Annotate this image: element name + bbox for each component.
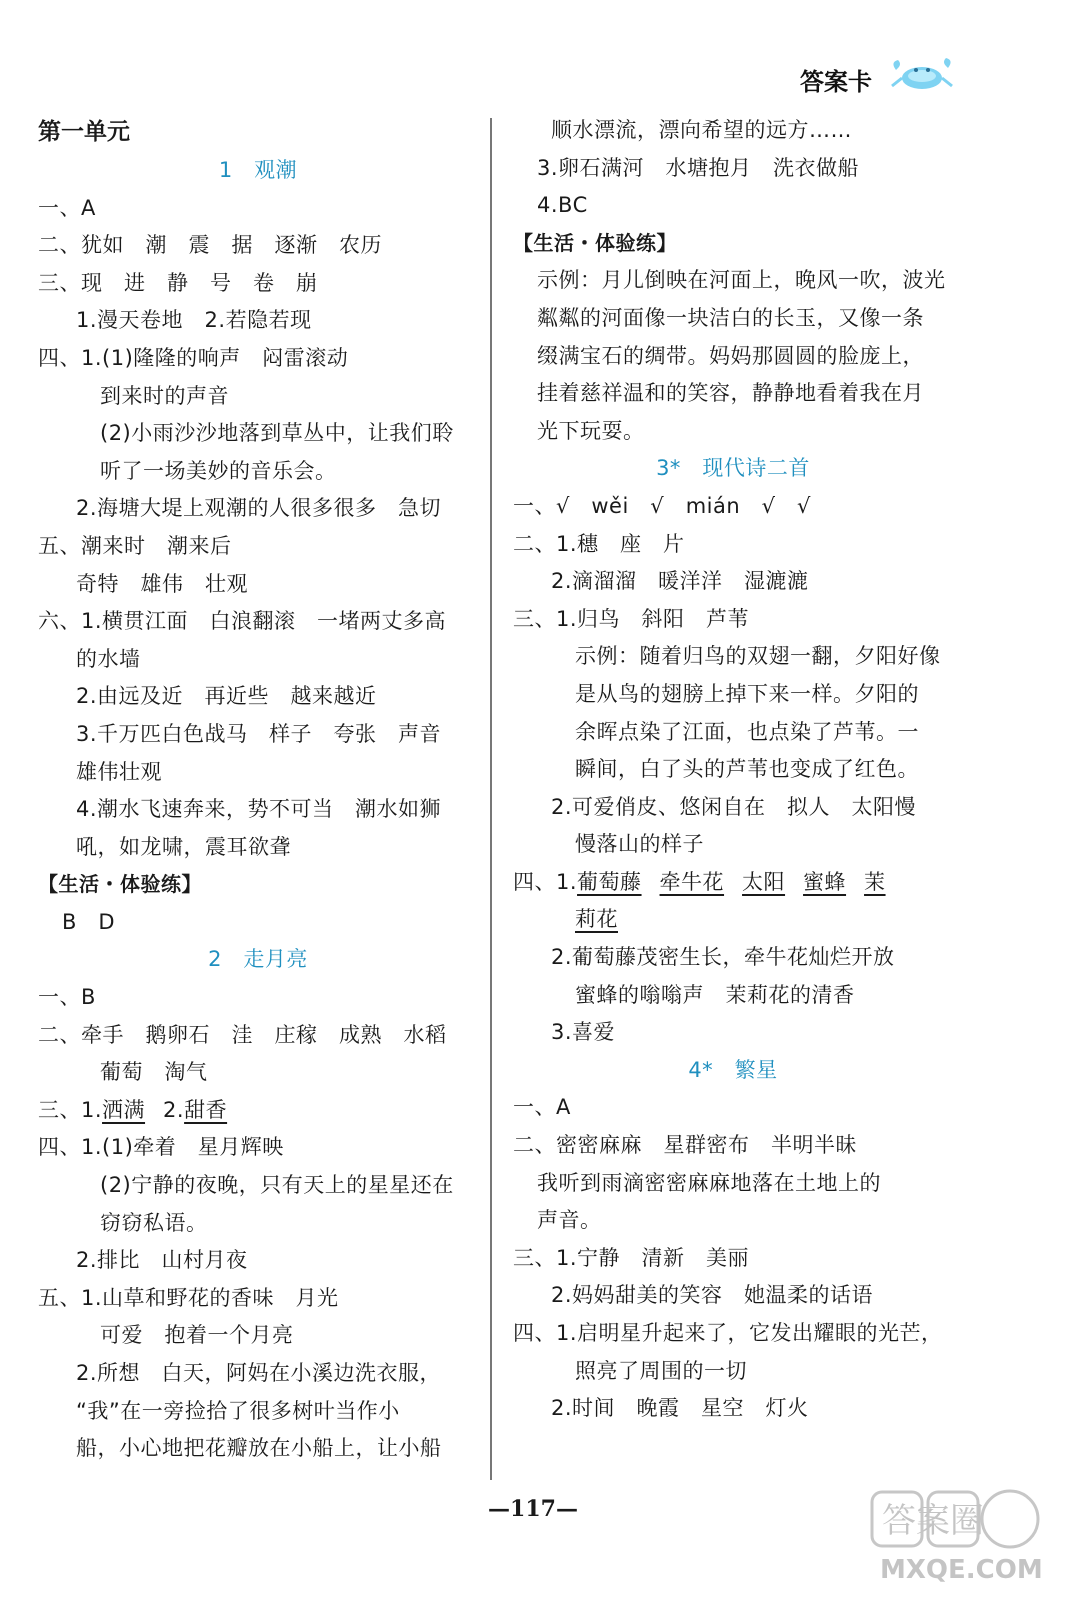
lesson-2-title: 2 走月亮 (208, 947, 308, 972)
lesson-1-title: 1 观潮 (218, 158, 298, 182)
unit-title: 第一单元 (38, 119, 130, 145)
answer-line: 一、A (513, 1095, 571, 1120)
underlined-answer: 牵牛花 (659, 869, 725, 894)
answer-line: (2)小雨沙沙地落到草丛中，让我们聆 (100, 421, 454, 446)
underlined-answer: 洒满 (102, 1097, 146, 1122)
practice-section-title: 【生活・体验练】 (38, 872, 202, 897)
answer-line: 2.可爱俏皮、悠闲自在 拟人 太阳慢 (551, 794, 917, 819)
watermark-url: MXQE.COM (880, 1555, 1043, 1585)
underlined-answer: 莉花 (575, 907, 618, 932)
answer-line: 照亮了周围的一切 (575, 1358, 747, 1383)
answer-line: 三、1.归鸟 斜阳 芦苇 (513, 606, 750, 631)
answer-line: 一、√ wěi √ mián √ √ (513, 493, 811, 518)
watermark-text: 答案圈 (882, 1501, 984, 1541)
crab-decoration-icon (888, 56, 954, 94)
answer-line: 五、1.山草和野花的香味 月光 (38, 1285, 339, 1310)
answer-line: 3.千万匹白色战马 样子 夸张 声音 (76, 721, 442, 746)
answer-line: 慢落山的样子 (575, 832, 704, 857)
answer-line: 光下玩耍。 (537, 418, 645, 443)
answer-line: 粼粼的河面像一块洁白的长玉，又像一条 (537, 305, 924, 330)
answer-line: 2.海塘大堤上观潮的人很多很多 急切 (76, 496, 442, 521)
answer-line: 的水墙 (76, 646, 141, 671)
answer-prefix: 2. (163, 1097, 185, 1122)
answer-line: 船，小心地把花瓣放在小船上，让小船 (76, 1436, 442, 1461)
answer-line: 示例：随着归鸟的双翅一翻，夕阳好像 (575, 644, 941, 669)
practice-section-title: 【生活・体验练】 (513, 230, 677, 255)
lesson-4-title: 4* 繁星 (688, 1057, 778, 1082)
answer-line: 四、1.启明星升起来了，它发出耀眼的光芒， (513, 1321, 943, 1345)
answer-line: 奇特 雄伟 壮观 (76, 571, 248, 596)
answer-line: 声音。 (537, 1208, 602, 1233)
answer-line: (2)宁静的夜晚，只有天上的星星还在 (100, 1173, 454, 1198)
answer-line: 3.喜爱 (551, 1020, 616, 1045)
page-number: —117— (488, 1496, 578, 1522)
answer-line: 一、B (38, 985, 96, 1010)
answer-line (513, 901, 953, 939)
answer-line: 二、1.穗 座 片 (513, 531, 685, 556)
answer-line: 2.妈妈甜美的笑容 她温柔的话语 (551, 1283, 874, 1308)
answer-line: 余晖点染了江面，也点染了芦苇。一 (575, 719, 919, 744)
watermark-logo-icon (868, 1486, 1048, 1586)
answer-line: 4.潮水飞速奔来，势不可当 潮水如狮 (76, 797, 442, 822)
answer-line: 2.由远及近 再近些 越来越近 (76, 684, 377, 709)
answer-line: 窃窃私语。 (100, 1210, 208, 1235)
answer-line: 四、1.(1)隆隆的响声 闷雷滚动 (38, 345, 349, 370)
answer-line: 二、犹如 潮 震 据 逐渐 农历 (38, 233, 382, 258)
answer-card-label: 答案卡 (800, 68, 872, 96)
answer-line: 可爱 抱着一个月亮 (100, 1323, 294, 1348)
answer-line: 雄伟壮观 (76, 759, 162, 784)
answer-line: 六、1.横贯江面 白浪翻滚 一堵两丈多高 (38, 609, 447, 634)
answer-line: 3.卵石满河 水塘抱月 洗衣做船 (537, 155, 860, 180)
answer-line: 一、A (38, 195, 96, 220)
underlined-answer: 甜香 (184, 1097, 228, 1122)
answer-line: 我听到雨滴密密麻麻地落在土地上的 (537, 1170, 881, 1195)
underlined-answer: 茉 (864, 869, 886, 894)
answer-line: 2.所想 白天，阿妈在小溪边洗衣服， (76, 1361, 442, 1385)
answer-line: 挂着慈祥温和的笑容，静静地看着我在月 (537, 381, 924, 406)
answer-prefix: 四、1. (513, 869, 578, 894)
answer-line: B D (62, 909, 116, 934)
left-column (38, 112, 478, 1468)
answer-line: 瞬间，白了头的芦苇也变成了红色。 (575, 757, 919, 782)
answer-line: 二、牵手 鹅卵石 洼 庄稼 成熟 水稻 (38, 1022, 447, 1047)
answer-line: 三、现 进 静 号 卷 崩 (38, 270, 318, 295)
answer-line: 缀满宝石的绸带。妈妈那圆圆的脸庞上， (537, 343, 924, 368)
underlined-answer: 太阳 (742, 869, 786, 894)
answer-line: 吼，如龙啸，震耳欲聋 (76, 834, 291, 859)
answer-line: 听了一场美妙的音乐会。 (100, 458, 337, 483)
answer-line: 二、密密麻麻 星群密布 半明半昧 (513, 1133, 857, 1158)
answer-line: 2.时间 晚霞 星空 灯火 (551, 1396, 809, 1421)
answer-line: 蜜蜂的嗡嗡声 茉莉花的清香 (575, 982, 855, 1007)
answer-line: 示例：月儿倒映在河面上，晚风一吹，波光 (537, 268, 946, 293)
underlined-answer: 蜜蜂 (803, 869, 847, 894)
answer-line: 2.滴溜溜 暖洋洋 湿漉漉 (551, 569, 809, 594)
answer-line: 2.排比 山村月夜 (76, 1248, 248, 1273)
answer-line: 到来时的声音 (100, 383, 229, 408)
answer-line: 五、潮来时 潮来后 (38, 533, 232, 558)
answer-line: 葡萄 淘气 (100, 1060, 208, 1085)
lesson-3-title: 3* 现代诗二首 (656, 456, 810, 481)
answer-line: 2.葡萄藤茂密生长，牵牛花灿烂开放 (551, 945, 895, 970)
answer-line (513, 864, 953, 902)
answer-line: 4.BC (537, 193, 588, 218)
answer-line: 三、1.宁静 清新 美丽 (513, 1245, 750, 1270)
underlined-answer: 葡萄藤 (577, 869, 642, 894)
answer-line: 顺水漂流，漂向希望的远方…… (551, 118, 852, 142)
answer-line: 四、1.(1)牵着 星月辉映 (38, 1135, 284, 1160)
answer-line: 是从鸟的翅膀上掉下来一样。夕阳的 (575, 681, 919, 706)
answer-prefix: 三、1. (38, 1097, 103, 1122)
answer-line: “我”在一旁捡拾了很多树叶当作小 (76, 1398, 400, 1423)
column-divider (490, 118, 492, 1480)
right-column (513, 112, 953, 1428)
answer-line (38, 1092, 478, 1130)
answer-line: 1.漫天卷地 2.若隐若现 (76, 308, 312, 333)
